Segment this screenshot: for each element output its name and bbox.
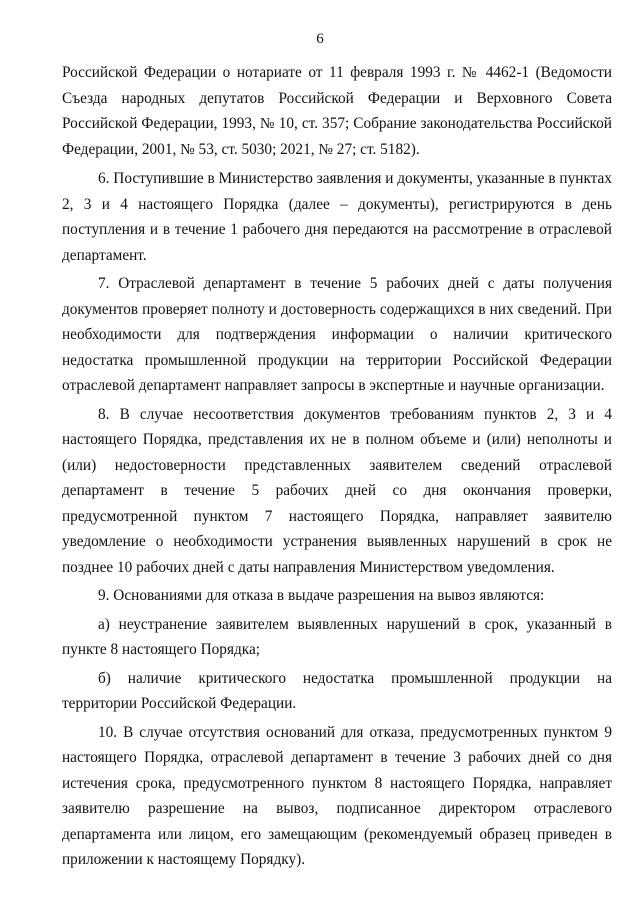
paragraph-continuation: Российской Федерации о нотариате от 11 февраля 1993 г. № 4462-1 (Ведомости Съезда народных депутатов Российской Федерации и Верховного Совета Российской Федерации, 1993, № 10, ст. 357; Собрание законодательства Российской Федерации, 2001, № 53, ст. 5030; 2021, № 27; ст. 5182).: [62, 64, 612, 158]
paragraph-item-9: 9. Основаниями для отказа в выдаче разрешения на вывоз являются:: [98, 587, 545, 604]
paragraph-item-7: 7. Отраслевой департамент в течение 5 рабочих дней с даты получения документов проверяет полноту и достоверность содержащихся в них сведений. При необходимости для подтверждения информации о наличии критического недостатка промышленной продукции на территории Российской Федерации отраслевой департамент направляет запросы в экспертные и научные организации.: [62, 275, 612, 394]
paragraph-item-9a: а) неустранение заявителем выявленных нарушений в срок, указанный в пункте 8 настоящего Порядка;: [62, 615, 612, 658]
paragraph-item-10: 10. В случае отсутствия оснований для отказа, предусмотренных пунктом 9 настоящего Порядка, отраслевой департамент в течение 3 рабочих дней со дня истечения срока, предусмотренного пунктом 8 настоящего Порядка, направляет заявителю разрешение на вывоз, подписанное директором отраслевого департамента или лицом, его замещающим (рекомендуемый образец приведен в приложении к настоящему Порядку).: [62, 723, 612, 868]
paragraph-item-6: 6. Поступившие в Министерство заявления и документы, указанные в пунктах 2, 3 и 4 настоящего Порядка (далее – документы), регистрируются в день поступления и в течение 1 рабочего дня передаются на рассмотрение в отраслевой департамент.: [62, 170, 612, 264]
document-body: [62, 60, 612, 876]
paragraph-item-8: 8. В случае несоответствия документов требованиям пунктов 2, 3 и 4 настоящего Порядка, представления их не в полном объеме и (или) неполноты и (или) недостоверности представленных заявителем сведений отраслевой департамент в течение 5 рабочих дней со дня окончания проверки, предусмотренной пунктом 7 настоящего Порядка, направляет заявителю уведомление о необходимости устранения выявленных нарушений в срок не позднее 10 рабочих дней с даты направления Министерством уведомления.: [62, 405, 612, 576]
page-number: 6: [316, 31, 324, 47]
paragraph-item-9b: б) наличие критического недостатка промышленной продукции на территории Российской Федерации.: [62, 669, 612, 712]
